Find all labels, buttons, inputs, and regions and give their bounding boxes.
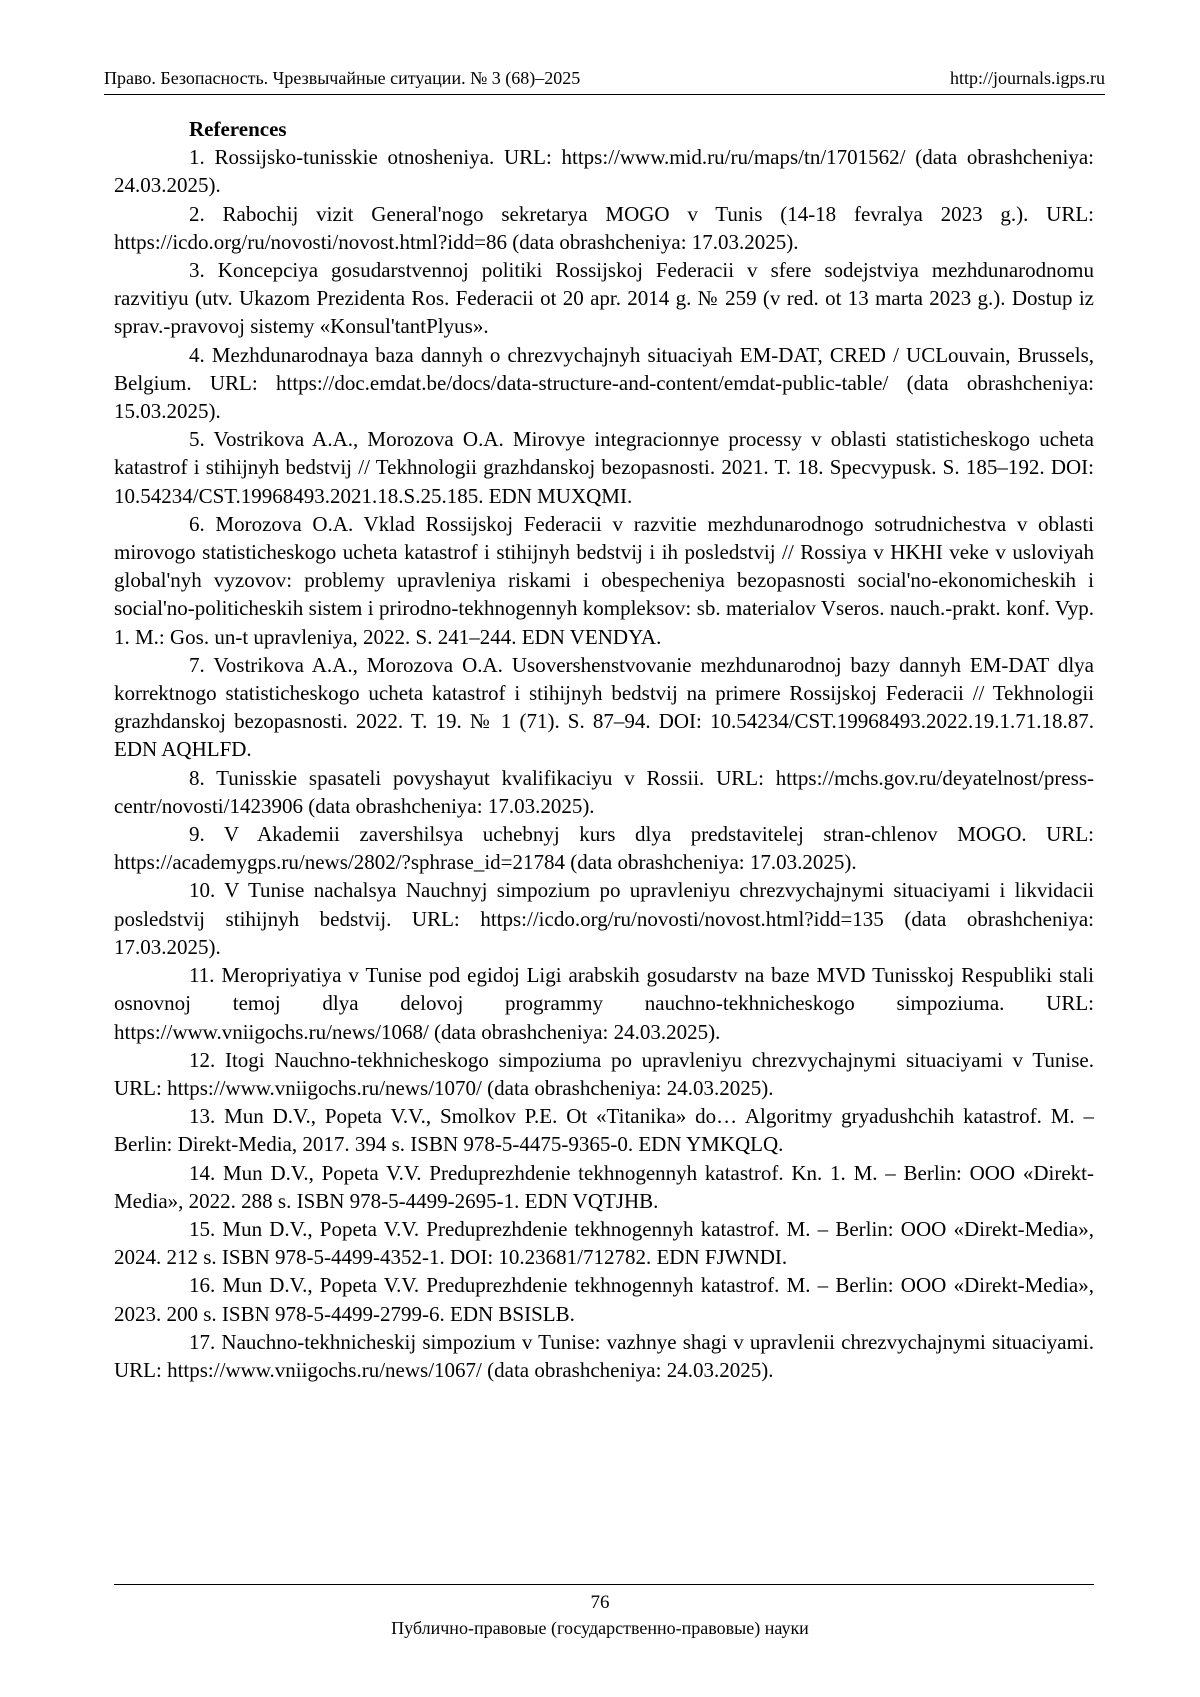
section-title: Публично-правовые (государственно-правовые) науки (391, 1618, 809, 1638)
reference-item: 11. Meropriyatiya v Tunise pod egidoj Ligi arabskih gosudarstv na baze MVD Tunisskoj Respubliki stali osnovnoj temoj dlya delovoj programmy nauchno-tekhnicheskogo simpoziuma. URL: https://www.vniigochs.ru/news/1068/ (data obrashcheniya: 24.03.2025). (114, 963, 1094, 1044)
reference-item: 6. Morozova O.A. Vklad Rossijskoj Federacii v razvitie mezhdunarodnogo sotrudnichestva v oblasti mirovogo statisticheskogo ucheta katastrof i stihijnyh bedstvij i ih posledstvij // Rossiya v HKHI veke v usloviyah global'nyh vyzovov: problemy upravleniya riskami i obespecheniya bezopasnosti social'no-ekonomicheskih i social'no-politicheskih sistem i prirodno-tekhnogennyh kompleksov: sb. materialov Vseros. nauch.-prakt. konf. Vyp. 1. M.: Gos. un-t upravleniya, 2022. S. 241–244. EDN VENDYA. (114, 511, 1094, 649)
reference-item: 13. Mun D.V., Popeta V.V., Smolkov P.E. Ot «Titanika» do… Algoritmy gryadushchih katastrof. M. – Berlin: Direkt-Media, 2017. 394 s. ISBN 978-5-4475-9365-0. EDN YMKQLQ. (114, 1104, 1094, 1157)
reference-item: 1. Rossijsko-tunisskie otnosheniya. URL: https://www.mid.ru/ru/maps/tn/1701562/ (data obrashcheniya: 24.03.2025). (114, 145, 1094, 198)
reference-item: 7. Vostrikova A.A., Morozova O.A. Usovershenstvovanie mezhdunarodnoj bazy dannyh EM-DAT dlya korrektnogo statisticheskogo ucheta katastrof i stihijnyh bedstvij na primere Rossijskoj Federacii // Tekhnologii grazhdanskoj bezopasnosti. 2022. T. 19. № 1 (71). S. 87–94. DOI: 10.54234/CST.19968493.2022.19.1.71.18.87. EDN AQHLFD. (114, 652, 1094, 762)
reference-item: 17. Nauchno-tekhnicheskij simpozium v Tunise: vazhnye shagi v upravlenii chrezvychajnymi situaciyami. URL: https://www.vniigochs.ru/news/1067/ (data obrashcheniya: 24.03.2025). (114, 1329, 1094, 1382)
reference-item: 10. V Tunise nachalsya Nauchnyj simpozium po upravleniyu chrezvychajnymi situaciyami i likvidacii posledstvij stihijnyh bedstvij. URL: https://icdo.org/ru/novosti/novost.html?idd=135 (data obrashcheniya: 17.03.2025). (114, 878, 1094, 959)
reference-item: 12. Itogi Nauchno-tekhnicheskogo simpoziuma po upravleniyu chrezvychajnymi situaciyami v Tunise. URL: https://www.vniigochs.ru/news/1070/ (data obrashcheniya: 24.03.2025). (114, 1047, 1094, 1100)
reference-item: 8. Tunisskie spasateli povyshayut kvalifikaciyu v Rossii. URL: https://mchs.gov.ru/deyatelnost/press-centr/novosti/1423906 (data obrashcheniya: 17.03.2025). (114, 765, 1094, 818)
header-divider (104, 94, 1105, 95)
reference-item: 16. Mun D.V., Popeta V.V. Preduprezhdenie tekhnogennyh katastrof. M. – Berlin: OOO «Direkt-Media», 2023. 200 s. ISBN 978-5-4499-2799-6. EDN BSISLB. (114, 1273, 1094, 1326)
reference-item: 4. Mezhdunarodnaya baza dannyh o chrezvychajnyh situaciyah EM-DAT, CRED / UCLouvain, Brussels, Belgium. URL: https://doc.emdat.be/docs/data-structure-and-content/emdat-public-table/ (data obrashcheniya: 15.03.2025). (114, 342, 1094, 424)
references-heading: References (189, 117, 287, 141)
journal-title: Право. Безопасность. Чрезвычайные ситуации. № 3 (68)–2025 (104, 68, 581, 88)
reference-item: 15. Mun D.V., Popeta V.V. Preduprezhdenie tekhnogennyh katastrof. M. – Berlin: OOO «Direkt-Media», 2024. 212 s. ISBN 978-5-4499-4352-1. DOI: 10.23681/712782. EDN FJWNDI. (114, 1216, 1094, 1270)
page-number: 76 (590, 1592, 610, 1613)
reference-item: 9. V Akademii zavershilsya uchebnyj kurs dlya predstavitelej stran-chlenov MOGO. URL: https://academygps.ru/news/2802/?sphrase_id=21784 (data obrashcheniya: 17.03.2025). (114, 822, 1094, 875)
reference-item: 3. Koncepciya gosudarstvennoj politiki Rossijskoj Federacii v sfere sodejstviya mezhdunarodnomu razvitiyu (utv. Ukazom Prezidenta Ros. Federacii ot 20 apr. 2014 g. № 259 (v red. ot 13 marta 2023 g.). Dostup iz sprav.-pravovoj sistemy «Konsul'tantPlyus». (114, 258, 1094, 339)
footer-divider (114, 1584, 1094, 1585)
references-section (114, 115, 1094, 1384)
reference-list (114, 143, 1094, 1384)
reference-item: 2. Rabochij vizit General'nogo sekretarya MOGO v Tunis (14-18 fevralya 2023 g.). URL: https://icdo.org/ru/novosti/novost.html?idd=86 (data obrashcheniya: 17.03.2025). (114, 201, 1094, 254)
page-header (104, 66, 1105, 90)
reference-item: 5. Vostrikova A.A., Morozova O.A. Mirovye integracionnye processy v oblasti statisticheskogo ucheta katastrof i stihijnyh bedstvij // Tekhnologii grazhdanskoj bezopasnosti. 2021. T. 18. Specvypusk. S. 185–192. DOI: 10.54234/CST.19968493.2021.18.S.25.185. EDN MUXQMI. (114, 427, 1094, 508)
reference-item: 14. Mun D.V., Popeta V.V. Preduprezhdenie tekhnogennyh katastrof. Kn. 1. M. – Berlin: OOO «Direkt-Media», 2022. 288 s. ISBN 978-5-4499-2695-1. EDN VQTJHB. (114, 1160, 1094, 1213)
journal-url[interactable]: http://journals.igps.ru (950, 68, 1105, 88)
